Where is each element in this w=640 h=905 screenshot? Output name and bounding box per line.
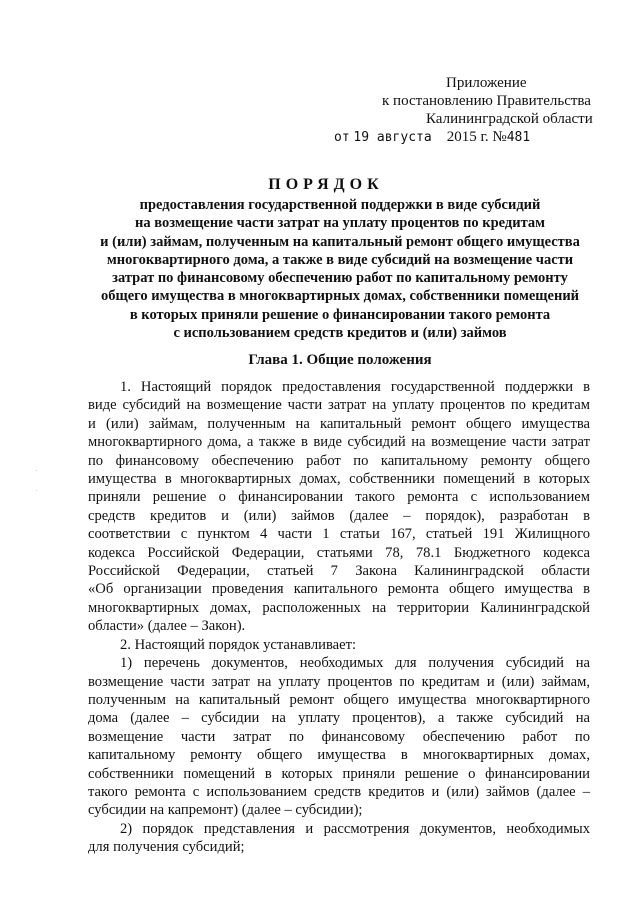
body-line: имущества в многоквартирных домах, собственники помещений в которых xyxy=(88,471,590,488)
subtitle-line: предоставления государственной поддержки в виде субсидий xyxy=(139,197,541,213)
scan-speck xyxy=(36,490,37,491)
body-line: для получения субсидий; xyxy=(88,839,245,856)
appendix-region: Калининградской области xyxy=(426,111,593,127)
document-body xyxy=(88,378,590,857)
body-line: виде субсидий на возмещение части затрат на уплату процентов по кредитам xyxy=(88,397,590,414)
subtitle-line: затрат по финансовому обеспечению работ по капитальному ремонту xyxy=(112,270,568,287)
appendix-date: 19 августа xyxy=(353,130,432,145)
body-line: и (или) займам, полученным на капитальный ремонт общего имущества xyxy=(88,415,590,432)
appendix-year: 2015 г. № xyxy=(446,129,507,145)
subtitle-line: и (или) займам, полученным на капитальный ремонт общего имущества xyxy=(100,233,580,250)
subtitle-line: многоквартирного дома, а также в виде субсидий на возмещение части xyxy=(106,251,574,268)
body-line: приняли решение о финансировании такого ремонта с использованием xyxy=(88,489,590,506)
document-subtitle xyxy=(80,196,600,342)
body-line: «Об организации проведения капитального ремонта общего имущества в xyxy=(88,581,590,598)
appendix-resolution: к постановлению Правительства xyxy=(382,93,591,109)
appendix-label: Приложение xyxy=(446,75,527,91)
subtitle-line: общего имущества в многоквартирных домах, собственники помещений xyxy=(100,288,580,305)
body-line: субсидии на капремонт) (далее – субсидии); xyxy=(88,802,363,819)
body-line: полученным на капитальный ремонт общего имущества многоквартирного xyxy=(88,691,590,708)
appendix-date-prefix: от xyxy=(334,130,350,145)
body-line: 2. Настоящий порядок устанавливает: xyxy=(120,636,357,653)
scan-speck xyxy=(36,470,37,471)
body-line: области» (далее – Закон). xyxy=(88,618,246,635)
body-line: 1. Настоящий порядок предоставления государственной поддержки в xyxy=(120,379,590,395)
subtitle-line: на возмещение части затрат на уплату процентов по кредитам xyxy=(135,215,545,232)
body-line: многоквартирного дома, а также в виде субсидий на возмещение части затрат xyxy=(88,434,590,451)
body-line: возмещение части затрат на уплату процентов по кредитам и (или) займам, xyxy=(88,673,590,690)
appendix-block xyxy=(330,74,600,147)
body-line: средств кредитов и (или) займов (далее – порядок), разработан в xyxy=(88,507,590,524)
document-title: ПОРЯДОК xyxy=(268,176,384,193)
body-line: соответствии с пунктом 4 части 1 статьи 167, статьей 191 Жилищного xyxy=(88,526,590,543)
chapter-heading: Глава 1. Общие положения xyxy=(248,352,432,368)
appendix-number: 481 xyxy=(506,130,531,145)
body-line: 1) перечень документов, необходимых для получения субсидий на xyxy=(120,655,590,672)
body-line: собственники помещений в которых приняли решение о финансировании xyxy=(88,765,590,782)
body-line: такого ремонта с использованием средств кредитов и (или) займов (далее – xyxy=(88,783,590,800)
body-line: дома (далее – субсидии на уплату процентов), а также субсидий на xyxy=(88,710,590,727)
body-line: Российской Федерации, статьей 7 Закона Калининградской области xyxy=(88,563,590,580)
body-line: капитальному ремонту общего имущества в многоквартирных домах, xyxy=(88,747,590,764)
appendix-date-line xyxy=(330,128,600,147)
subtitle-line: в которых приняли решение о финансировании такого ремонта xyxy=(129,306,551,323)
body-line: по финансовому обеспечению работ по капитальному ремонту общего xyxy=(88,452,590,469)
body-line: возмещение части затрат по финансовому обеспечению работ по xyxy=(88,728,590,745)
subtitle-line: с использованием средств кредитов и (или) займов xyxy=(173,325,507,342)
body-line: 2) порядок представления и рассмотрения документов, необходимых xyxy=(120,820,590,837)
body-line: кодекса Российской Федерации, статьями 78, 78.1 Бюджетного кодекса xyxy=(88,544,590,561)
body-line: многоквартирных домах, расположенных на территории Калининградской xyxy=(88,599,590,616)
